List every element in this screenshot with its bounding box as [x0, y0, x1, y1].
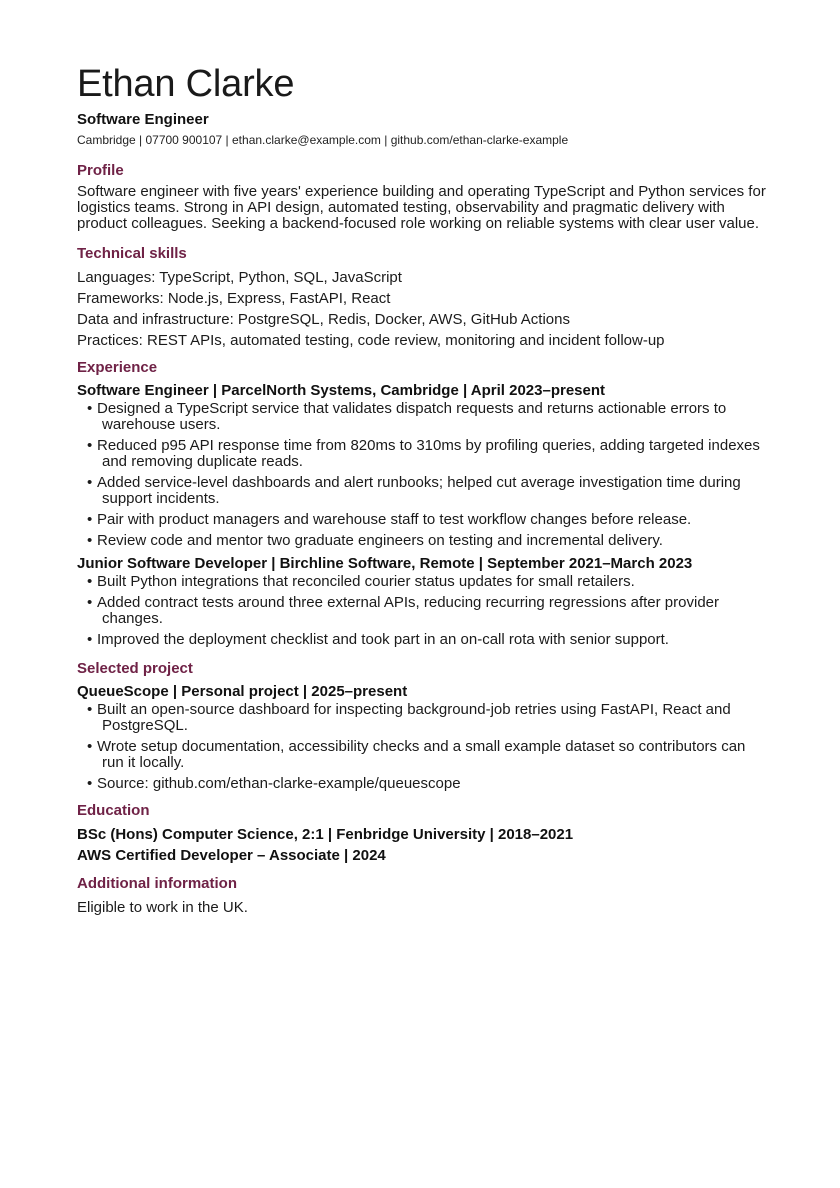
additional-text: Eligible to work in the UK. — [77, 899, 248, 916]
education-line: AWS Certified Developer – Associate | 2024 — [77, 847, 386, 864]
list-item: • Built an open-source dashboard for inspecting background-job retries using FastAPI, React and PostgreSQL. — [87, 701, 731, 734]
job-bullets — [77, 574, 767, 648]
skills-heading: Technical skills — [77, 245, 187, 262]
skill-line: Languages: TypeScript, Python, SQL, JavaScript — [77, 269, 402, 286]
candidate-name: Ethan Clarke — [77, 63, 295, 105]
experience-heading: Experience — [77, 359, 158, 376]
education-heading: Education — [77, 802, 150, 819]
profile-heading: Profile — [77, 162, 124, 179]
bullet-dot: • — [87, 701, 93, 718]
bullet-dot: • — [87, 738, 93, 755]
project-bullets — [77, 702, 767, 792]
bullet-dot: • — [87, 573, 93, 590]
bullet-dot: • — [87, 474, 93, 491]
list-item: • Added service-level dashboards and alert runbooks; helped cut average investigation time during support incidents. — [87, 474, 741, 507]
bullet-dot: • — [87, 532, 93, 549]
profile-text: Software engineer with five years' experience building and operating TypeScript and Python services for logistics teams. Strong in API design, automated testing, observability and pragmatic delivery with product colleagues. Seeking a backend-focused role working on reliable systems with clear user value. — [77, 183, 766, 232]
additional-heading: Additional information — [77, 875, 237, 892]
list-item: • Designed a TypeScript service that validates dispatch requests and returns actionable errors to warehouse users. — [87, 400, 727, 433]
bullet-dot: • — [87, 437, 93, 454]
bullet-dot: • — [87, 511, 93, 528]
list-item: • Added contract tests around three external APIs, reducing recurring regressions after provider changes. — [87, 594, 719, 627]
bullet-dot: • — [87, 400, 93, 417]
job-bullets — [77, 401, 767, 549]
list-item: • Source: github.com/ethan-clarke-example/queuescope — [87, 775, 461, 792]
list-item: • Improved the deployment checklist and took part in an on-call rota with senior support. — [87, 631, 669, 648]
skill-line: Data and infrastructure: PostgreSQL, Redis, Docker, AWS, GitHub Actions — [77, 311, 570, 328]
list-item: • Review code and mentor two graduate engineers on testing and incremental delivery. — [87, 532, 663, 549]
cv-page — [77, 62, 767, 917]
education-line: BSc (Hons) Computer Science, 2:1 | Fenbridge University | 2018–2021 — [77, 826, 574, 843]
candidate-role: Software Engineer — [77, 111, 209, 128]
list-item: • Pair with product managers and warehouse staff to test workflow changes before release. — [87, 511, 692, 528]
bullet-dot: • — [87, 594, 93, 611]
skill-line: Practices: REST APIs, automated testing, code review, monitoring and incident follow-up — [77, 332, 665, 349]
list-item: • Built Python integrations that reconciled courier status updates for small retailers. — [87, 573, 635, 590]
bullet-dot: • — [87, 631, 93, 648]
list-item: • Wrote setup documentation, accessibility checks and a small example dataset so contributors can run it locally. — [87, 738, 746, 771]
contact-line: Cambridge | 07700 900107 | ethan.clarke@example.com | github.com/ethan-clarke-example — [77, 133, 569, 147]
skill-line: Frameworks: Node.js, Express, FastAPI, React — [77, 290, 391, 307]
job-heading: Software Engineer | ParcelNorth Systems, Cambridge | April 2023–present — [77, 382, 606, 399]
list-item: • Reduced p95 API response time from 820ms to 310ms by profiling queries, adding targeted indexes and removing duplicate reads. — [87, 437, 760, 470]
project-heading: Selected project — [77, 660, 193, 677]
job-heading: Junior Software Developer | Birchline Software, Remote | September 2021–March 2023 — [77, 555, 693, 572]
bullet-dot: • — [87, 775, 93, 792]
project-title: QueueScope | Personal project | 2025–present — [77, 683, 408, 700]
